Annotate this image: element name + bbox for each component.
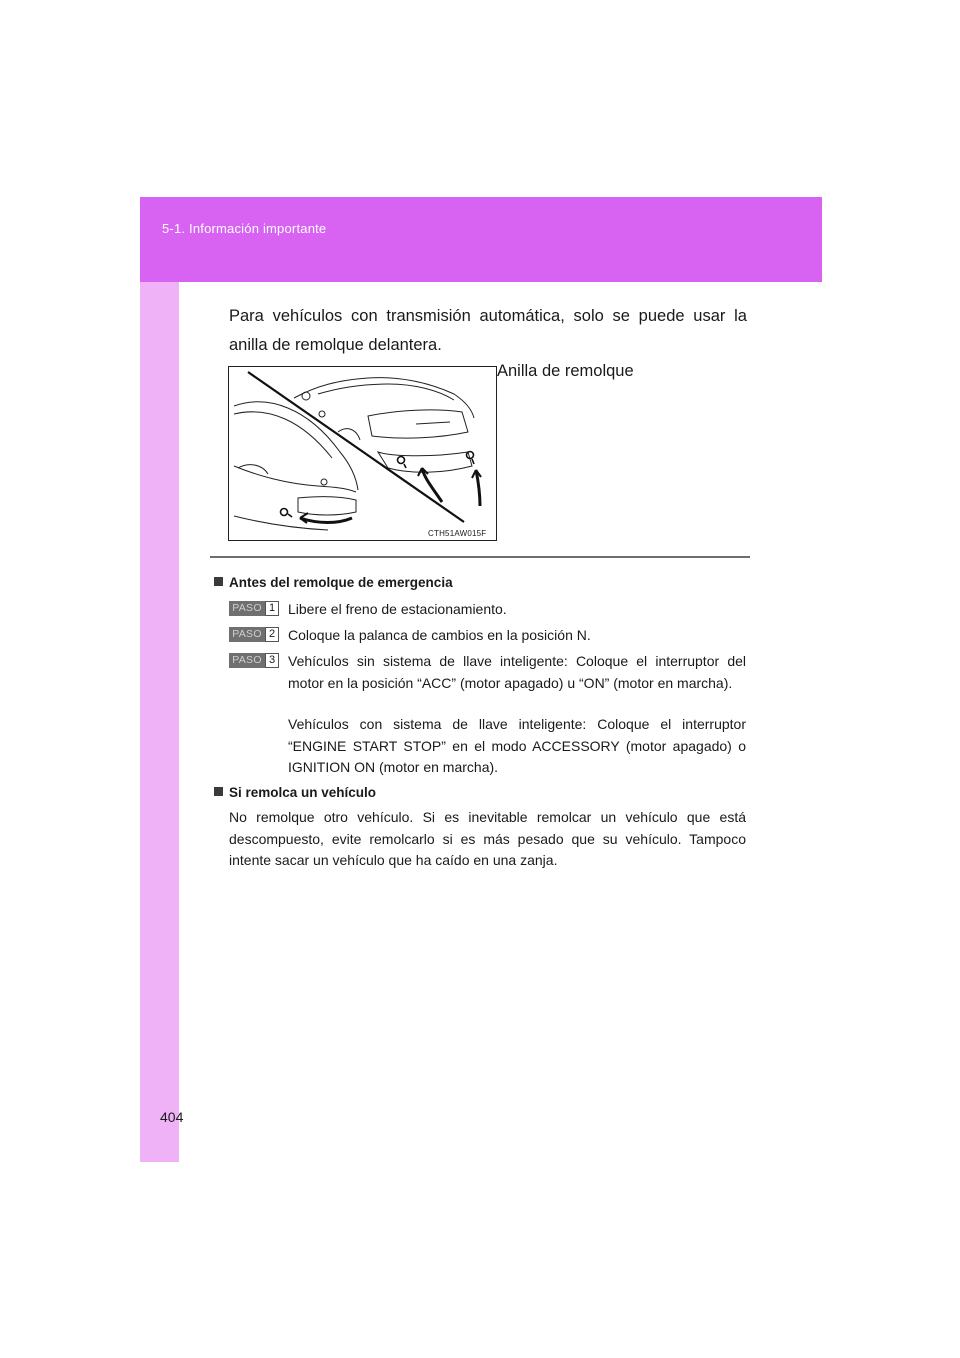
page-number: 404 [160,1109,184,1125]
step-badge-label: PASO [229,653,265,668]
square-bullet-icon [214,787,223,796]
square-bullet-icon [214,577,223,586]
side-strip [140,197,179,1162]
step-badge-number: 1 [265,601,279,616]
step-2-text: Coloque la palanca de cambios en la posición N. [288,627,591,643]
step-badge-3 [229,653,279,668]
section-title-towing: Si remolca un vehículo [214,785,376,800]
section-title-emergency: Antes del remolque de emergencia [214,575,453,590]
section-divider [210,556,750,558]
step-1-text: Libere el freno de estacionamiento. [288,601,507,617]
figure-code: CTH51AW015F [428,529,487,538]
step-3-text: Vehículos sin sistema de llave inteligente: Coloque el interruptor del motor en la posición “ACC” (motor apagado) u “ON” (motor en marcha). [288,653,746,691]
step-badge-number: 3 [265,653,279,668]
step-badge-label: PASO [229,627,265,642]
intro-paragraph: Para vehículos con transmisión automática, solo se puede usar la anilla de remolque delantera. [229,307,747,354]
towing-eyelet-illustration [228,366,497,541]
step-3-text-smart-key: Vehículos con sistema de llave inteligente: Coloque el interruptor “ENGINE START STOP” en el modo ACCESSORY (motor apagado) o IGNITION ON (motor en marcha). [288,716,746,775]
step-badge-label: PASO [229,601,265,616]
section-header: 5-1. Información importante [162,221,327,236]
header-band [140,197,822,282]
step-badge-2 [229,627,279,642]
figure-callout: Anilla de remolque [497,362,634,380]
step-badge-1 [229,601,279,616]
towing-paragraph: No remolque otro vehículo. Si es inevitable remolcar un vehículo que está descompuesto, evite remolcarlo si es más pesado que su vehículo. Tampoco intente sacar un vehículo que ha caído en una zanja. [229,809,746,868]
step-badge-number: 2 [265,627,279,642]
